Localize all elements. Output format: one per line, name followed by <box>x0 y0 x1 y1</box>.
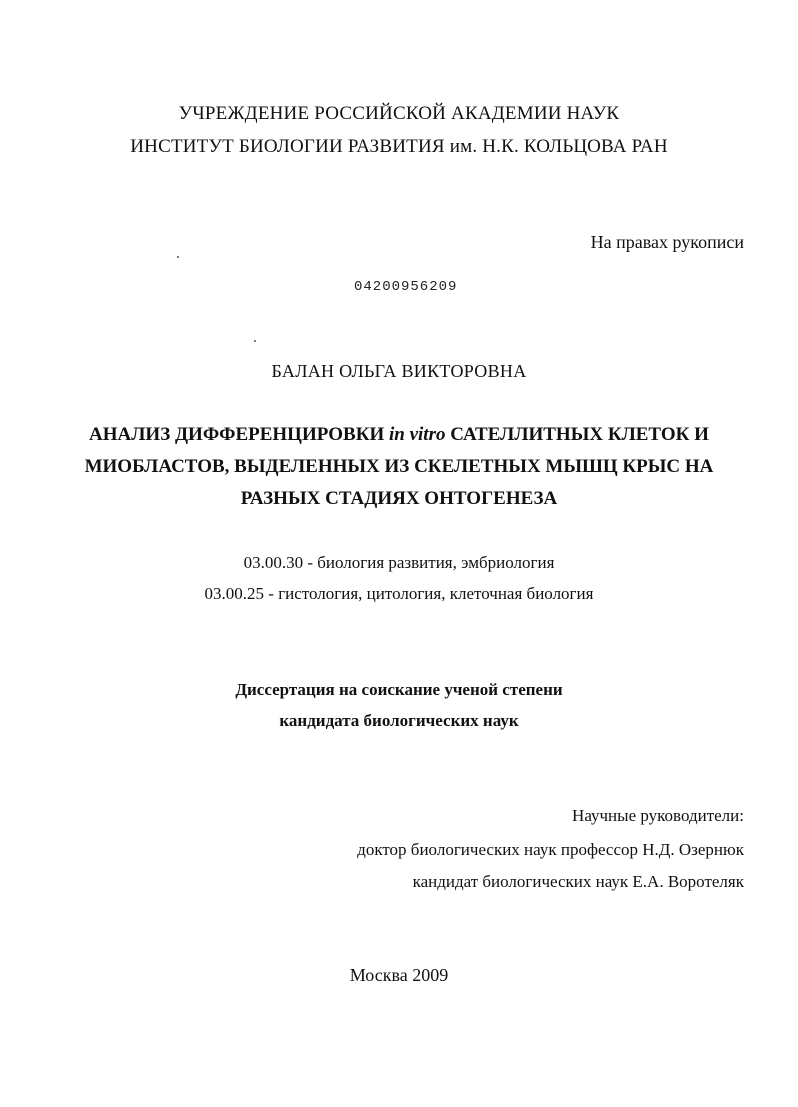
dissertation-line-1: Диссертация на соискание ученой степени <box>235 680 563 699</box>
author-name: БАЛАН ОЛЬГА ВИКТОРОВНА <box>271 361 527 381</box>
specialty-2: 03.00.25 - гистология, цитология, клеточная биология <box>204 584 594 603</box>
scan-speck <box>254 340 256 342</box>
title-line-2: МИОБЛАСТОВ, ВЫДЕЛЕННЫХ ИЗ СКЕЛЕТНЫХ МЫШЦ КРЫС НА <box>84 456 714 477</box>
scan-speck <box>177 256 179 258</box>
supervisor-2: кандидат биологических наук Е.А. Воротеляк <box>412 872 744 891</box>
title-line-1-end: САТЕЛЛИТНЫХ КЛЕТОК И <box>445 424 709 445</box>
institution-line-1: УЧРЕЖДЕНИЕ РОССИЙСКОЙ АКАДЕМИИ НАУК <box>178 103 620 124</box>
supervisor-1: доктор биологических наук профессор Н.Д. Озернюк <box>357 840 744 859</box>
registration-number: 04200956209 <box>354 279 458 295</box>
title-line-1 <box>0 424 798 446</box>
title-italic: in vitro <box>389 424 446 445</box>
rights-note: На правах рукописи <box>590 232 744 252</box>
specialty-1: 03.00.30 - биология развития, эмбриология <box>243 553 555 572</box>
supervisors-heading: Научные руководители: <box>572 806 744 825</box>
institution-line-2: ИНСТИТУТ БИОЛОГИИ РАЗВИТИЯ им. Н.К. КОЛЬЦОВА РАН <box>130 136 668 157</box>
dissertation-line-2: кандидата биологических наук <box>279 711 519 730</box>
title-line-1-start: АНАЛИЗ ДИФФЕРЕНЦИРОВКИ <box>89 424 389 445</box>
city-year: Москва 2009 <box>349 965 449 985</box>
title-line-3: РАЗНЫХ СТАДИЯХ ОНТОГЕНЕЗА <box>240 488 558 509</box>
